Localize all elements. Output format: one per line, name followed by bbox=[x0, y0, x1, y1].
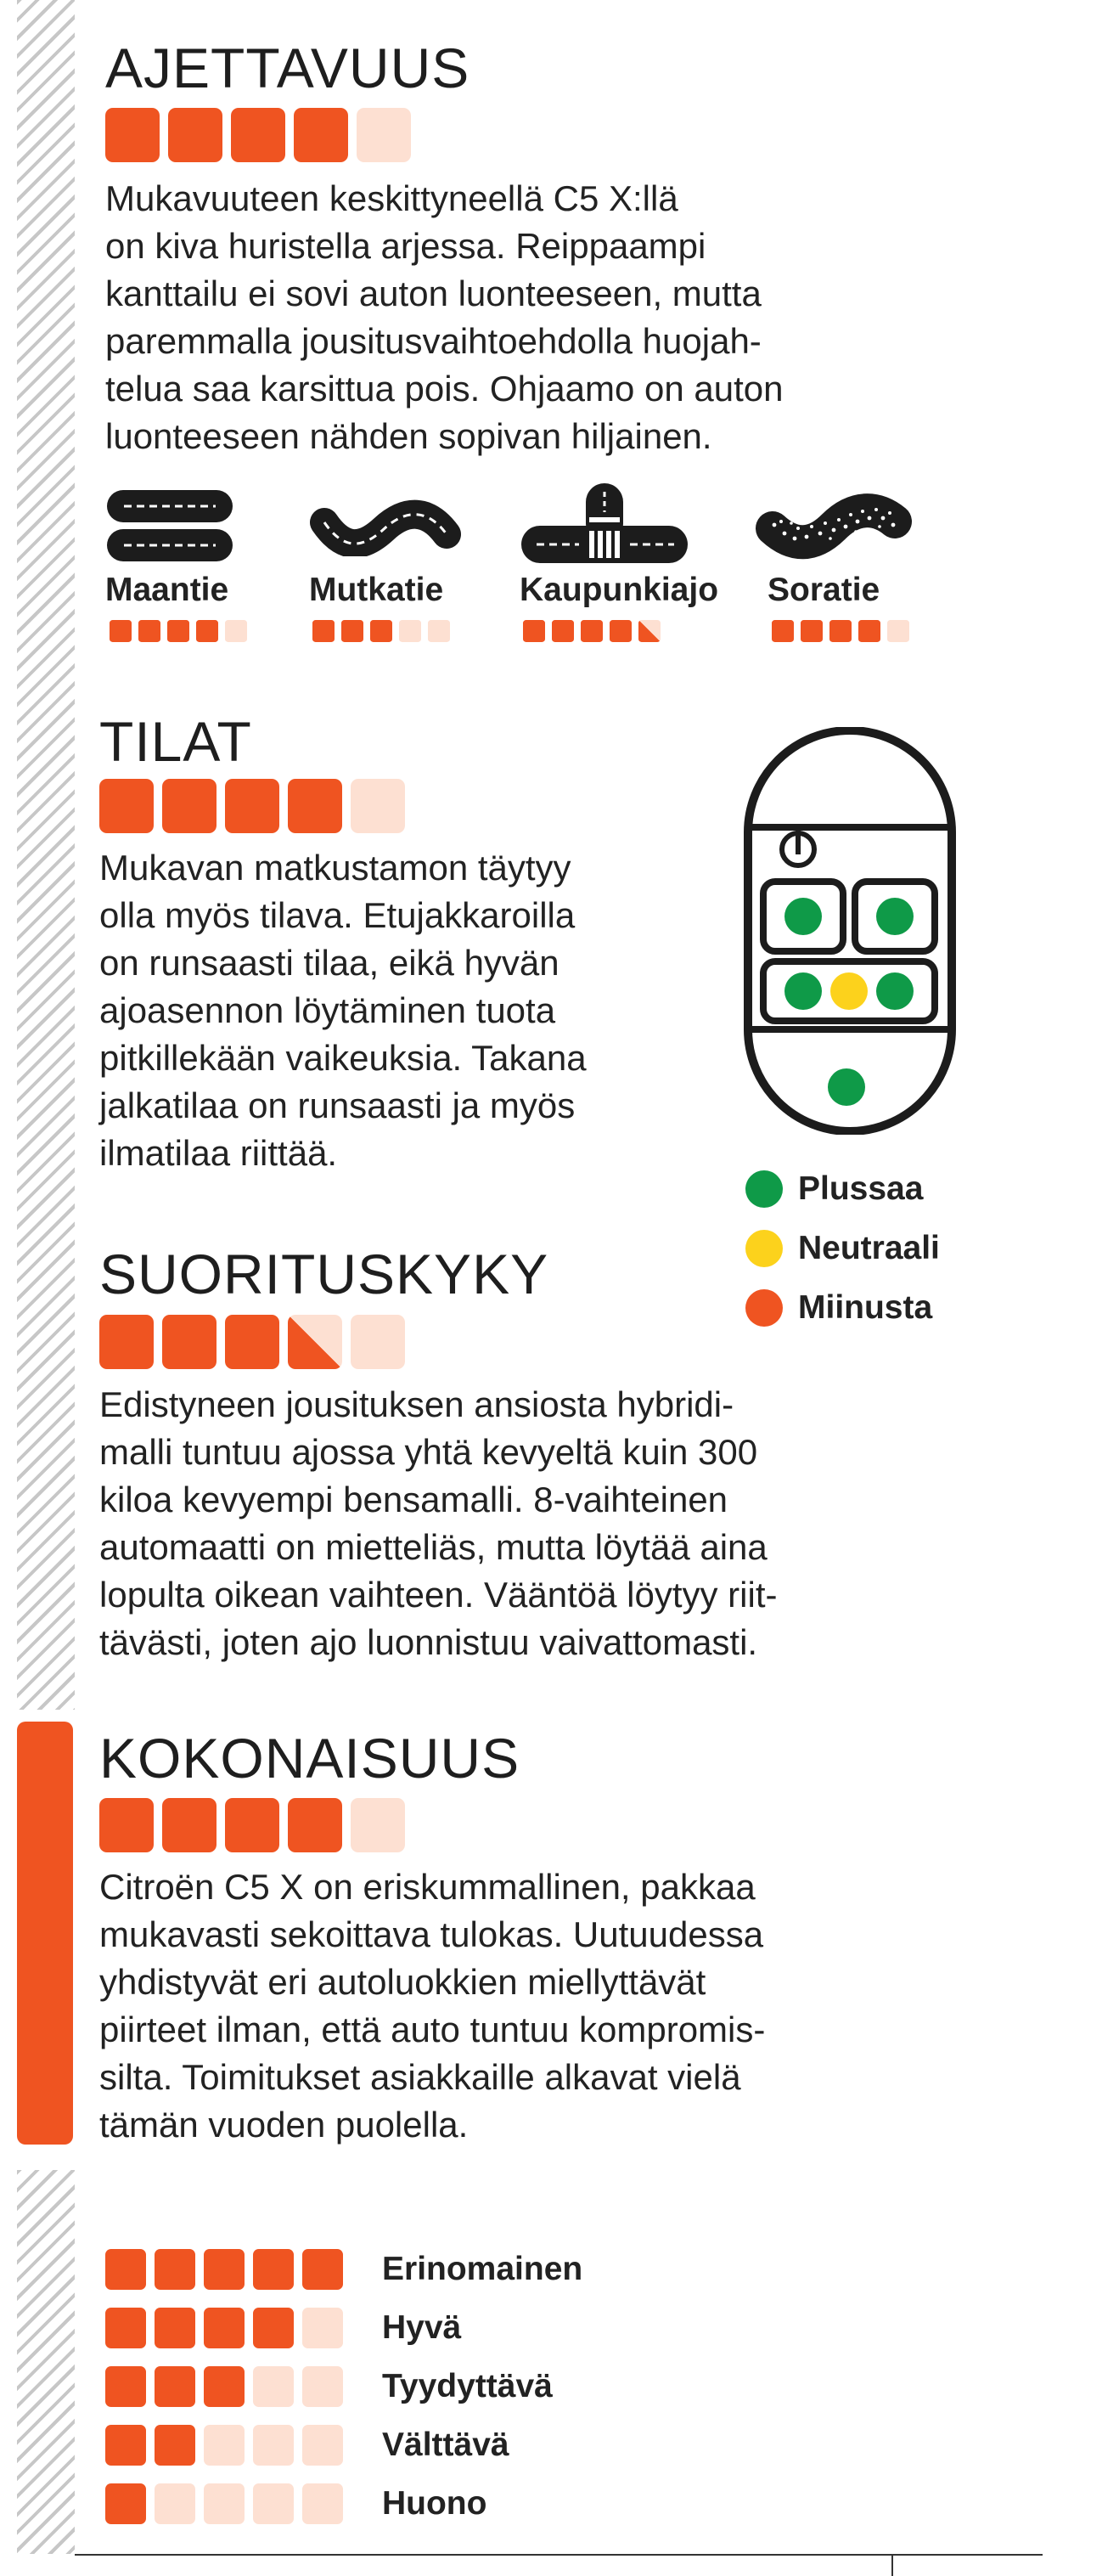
rating-square-off bbox=[302, 2308, 343, 2348]
body-line: Mukavuuteen keskittyneellä C5 X:llä bbox=[105, 178, 678, 218]
body-line: telua saa karsittua pois. Ohjaamo on auton bbox=[105, 369, 784, 409]
legend-item-minus bbox=[745, 1289, 932, 1327]
city-road-icon bbox=[520, 480, 689, 565]
rating-square-on bbox=[105, 108, 160, 162]
rating-square-on bbox=[196, 620, 218, 642]
scale-label: Erinomainen bbox=[382, 2251, 583, 2287]
body-line: Edistyneen jousituksen ansiosta hybridi- bbox=[99, 1384, 734, 1424]
road-label-maantie: Maantie bbox=[105, 572, 229, 608]
seat-rear-right bbox=[876, 972, 914, 1010]
rating-square-off bbox=[351, 1315, 405, 1369]
section-title: KOKONAISUUS bbox=[99, 1727, 520, 1790]
rating-square-on bbox=[155, 2425, 195, 2466]
rating-square-on bbox=[99, 1315, 154, 1369]
scale-label: Hyvä bbox=[382, 2309, 462, 2346]
rating-square-on bbox=[99, 779, 154, 833]
rating-square-off bbox=[155, 2483, 195, 2524]
rating-square-off bbox=[351, 1798, 405, 1852]
road-rating-maantie bbox=[110, 620, 254, 642]
seat-rear-left bbox=[784, 972, 822, 1010]
rating-square-off bbox=[253, 2425, 294, 2466]
section-body bbox=[99, 1381, 777, 1666]
body-line: kiloa kevyempi bensamalli. 8-vaihteinen bbox=[99, 1480, 728, 1519]
rating-square-on bbox=[294, 108, 348, 162]
rating-square-on bbox=[302, 2249, 343, 2290]
body-line: lopulta oikean vaihteen. Vääntöä löytyy riit- bbox=[99, 1575, 778, 1615]
body-line: olla myös tilava. Etujakkaroilla bbox=[99, 895, 576, 935]
road-rating-kaupunkiajo bbox=[523, 620, 667, 642]
seat-rear-middle bbox=[830, 972, 868, 1010]
rating-square-on bbox=[610, 620, 632, 642]
scale-label: Välttävä bbox=[382, 2427, 509, 2463]
body-line: luonteeseen nähden sopivan hiljainen. bbox=[105, 416, 712, 456]
scale-row-tyydyttava bbox=[105, 2366, 553, 2407]
rating-square-off bbox=[302, 2483, 343, 2524]
body-line: tävästi, joten ajo luonnistuu vaivattomasti. bbox=[99, 1622, 758, 1662]
rating-square-off bbox=[204, 2425, 245, 2466]
rating-square-on bbox=[581, 620, 603, 642]
road-rating-mutkatie bbox=[312, 620, 457, 642]
rating-square-on bbox=[288, 1798, 342, 1852]
scale-squares bbox=[105, 2425, 351, 2466]
legend-item-plus bbox=[745, 1170, 923, 1208]
rating-square-on bbox=[105, 2366, 146, 2407]
body-line: malli tuntuu ajossa yhtä kevyeltä kuin 300 bbox=[99, 1432, 758, 1472]
trunk-space bbox=[828, 1068, 865, 1106]
footer-divider bbox=[891, 2554, 893, 2576]
road-label-soratie: Soratie bbox=[768, 572, 880, 608]
legend-label: Miinusta bbox=[798, 1289, 933, 1326]
rating-square-off bbox=[204, 2483, 245, 2524]
road-rating-soratie bbox=[772, 620, 916, 642]
road-label-kaupunkiajo: Kaupunkiajo bbox=[520, 572, 719, 608]
legend-item-neutral bbox=[745, 1230, 940, 1267]
rating-square-half bbox=[288, 1315, 342, 1369]
rating-square-half bbox=[638, 620, 661, 642]
rating-square-on bbox=[312, 620, 335, 642]
rating-square-on bbox=[204, 2308, 245, 2348]
rating-square-on bbox=[162, 779, 216, 833]
rating-square-on bbox=[155, 2366, 195, 2407]
rating-square-on bbox=[253, 2249, 294, 2290]
rating-square-on bbox=[288, 779, 342, 833]
rating-squares bbox=[99, 1798, 413, 1852]
rating-squares bbox=[105, 108, 419, 162]
body-line: Mukavan matkustamon täytyy bbox=[99, 848, 571, 888]
body-line: automaatti on mietteliäs, mutta löytää aina bbox=[99, 1527, 768, 1567]
rating-square-on bbox=[204, 2249, 245, 2290]
body-line: jalkatilaa on runsaasti ja myös bbox=[99, 1085, 576, 1125]
body-line: tämän vuoden puolella. bbox=[99, 2105, 469, 2145]
body-line: piirteet ilman, että auto tuntuu kompromis- bbox=[99, 2010, 766, 2049]
rating-square-on bbox=[99, 1798, 154, 1852]
legend-label: Neutraali bbox=[798, 1230, 940, 1266]
rating-squares bbox=[99, 779, 413, 833]
section-title: SUORITUSKYKY bbox=[99, 1243, 549, 1305]
section-body bbox=[99, 1863, 765, 2149]
scale-squares bbox=[105, 2483, 351, 2524]
car-seating-diagram bbox=[741, 727, 959, 1135]
rating-square-on bbox=[110, 620, 132, 642]
rating-square-on bbox=[162, 1315, 216, 1369]
body-line: on kiva huristella arjessa. Reippaampi bbox=[105, 226, 706, 266]
rating-square-on bbox=[225, 1315, 279, 1369]
rating-square-on bbox=[105, 2483, 146, 2524]
rating-square-on bbox=[772, 620, 794, 642]
legend-label: Plussaa bbox=[798, 1170, 924, 1207]
seat-front-left bbox=[784, 898, 822, 935]
rating-square-on bbox=[341, 620, 363, 642]
scale-row-hyva bbox=[105, 2308, 461, 2348]
rating-square-off bbox=[253, 2366, 294, 2407]
rating-square-on bbox=[167, 620, 189, 642]
rating-square-off bbox=[302, 2366, 343, 2407]
side-hatch-top bbox=[17, 0, 75, 1710]
rating-square-on bbox=[523, 620, 545, 642]
body-line: ilmatilaa riittää. bbox=[99, 1133, 338, 1173]
road-label-mutkatie: Mutkatie bbox=[309, 572, 444, 608]
body-line: ajoasennon löytäminen tuota bbox=[99, 990, 556, 1030]
rating-square-on bbox=[858, 620, 880, 642]
side-hatch-bottom bbox=[17, 2170, 75, 2554]
rating-square-off bbox=[253, 2483, 294, 2524]
body-line: silta. Toimitukset asiakkaille alkavat vielä bbox=[99, 2057, 741, 2097]
scale-label: Huono bbox=[382, 2485, 487, 2522]
rating-squares bbox=[99, 1315, 413, 1369]
rating-square-off bbox=[887, 620, 909, 642]
winding-road-icon bbox=[309, 497, 462, 556]
body-line: pitkillekään vaikeuksia. Takana bbox=[99, 1038, 587, 1078]
rating-square-off bbox=[225, 620, 247, 642]
body-line: kanttailu ei sovi auton luonteeseen, mutta bbox=[105, 273, 762, 313]
legend-dot bbox=[745, 1170, 783, 1208]
rating-square-on bbox=[552, 620, 574, 642]
scale-row-valttava bbox=[105, 2425, 509, 2466]
rating-square-off bbox=[357, 108, 411, 162]
section-body bbox=[99, 844, 587, 1177]
scale-squares bbox=[105, 2366, 351, 2407]
rating-square-on bbox=[231, 108, 285, 162]
rating-square-on bbox=[138, 620, 160, 642]
rating-square-on bbox=[105, 2308, 146, 2348]
rating-square-on bbox=[155, 2249, 195, 2290]
body-line: paremmalla jousitusvaihtoehdolla huojah- bbox=[105, 321, 762, 361]
rating-square-off bbox=[399, 620, 421, 642]
rating-square-on bbox=[105, 2425, 146, 2466]
seat-front-right bbox=[876, 898, 914, 935]
rating-square-on bbox=[204, 2366, 245, 2407]
scale-squares bbox=[105, 2249, 351, 2290]
rating-square-on bbox=[225, 1798, 279, 1852]
body-line: Citroën C5 X on eriskummallinen, pakkaa bbox=[99, 1867, 756, 1907]
rating-square-on bbox=[168, 108, 222, 162]
scale-label: Tyydyttävä bbox=[382, 2368, 553, 2404]
highway-icon bbox=[105, 488, 234, 565]
body-line: yhdistyvät eri autoluokkien miellyttävät bbox=[99, 1962, 706, 2002]
section-title: AJETTAVUUS bbox=[105, 37, 470, 99]
section-title: TILAT bbox=[99, 710, 252, 773]
rating-square-on bbox=[370, 620, 392, 642]
body-line: mukavasti sekoittava tulokas. Uutuudessa bbox=[99, 1914, 764, 1954]
scale-row-erinomainen bbox=[105, 2249, 582, 2290]
rating-square-on bbox=[829, 620, 852, 642]
body-line: on runsaasti tilaa, eikä hyvän bbox=[99, 943, 560, 983]
rating-square-on bbox=[155, 2308, 195, 2348]
rating-square-on bbox=[253, 2308, 294, 2348]
rating-square-on bbox=[801, 620, 823, 642]
scale-squares bbox=[105, 2308, 351, 2348]
legend-dot bbox=[745, 1289, 783, 1327]
gravel-road-icon bbox=[756, 493, 912, 561]
footer-rule bbox=[75, 2554, 1043, 2556]
rating-square-on bbox=[162, 1798, 216, 1852]
scale-row-huono bbox=[105, 2483, 486, 2524]
legend-dot bbox=[745, 1230, 783, 1267]
rating-square-on bbox=[105, 2249, 146, 2290]
rating-square-on bbox=[225, 779, 279, 833]
rating-square-off bbox=[351, 779, 405, 833]
section-body bbox=[105, 175, 784, 460]
side-accent-bar bbox=[17, 1722, 73, 2145]
rating-square-off bbox=[302, 2425, 343, 2466]
rating-square-off bbox=[428, 620, 450, 642]
